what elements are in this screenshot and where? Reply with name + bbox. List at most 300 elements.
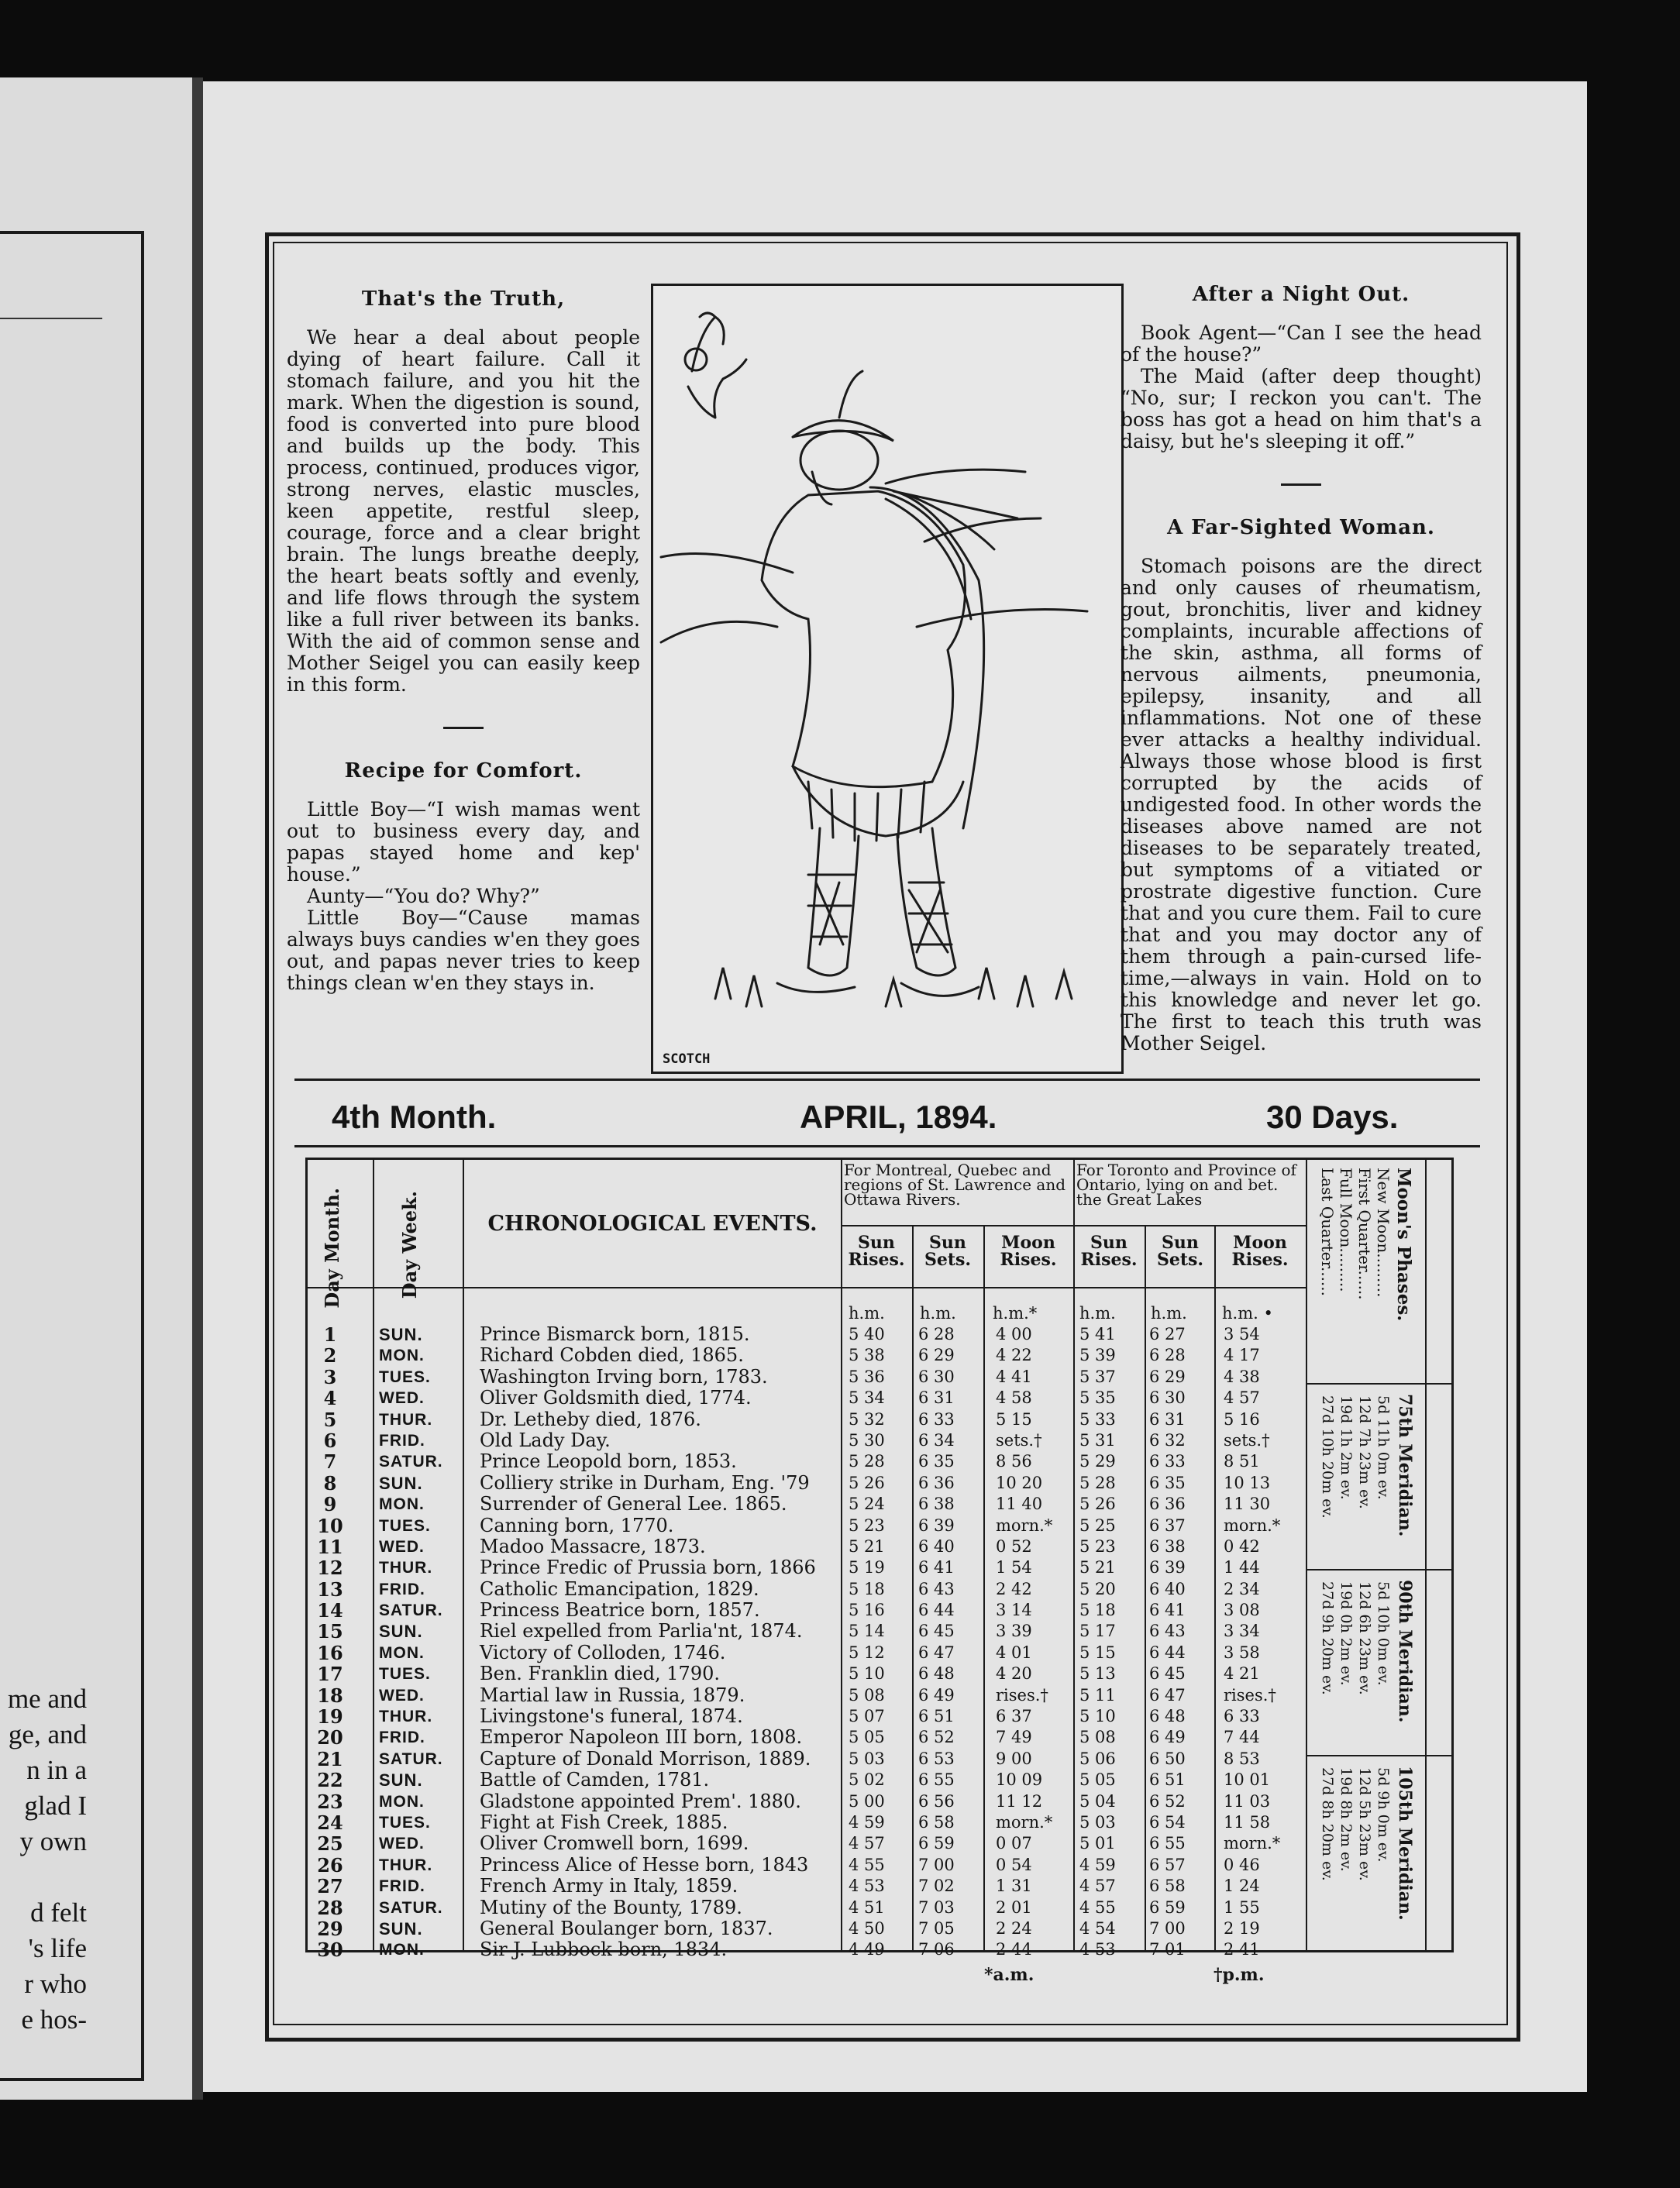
previous-page-line: e hos- <box>21 2004 87 2035</box>
toronto-sun-sets: 6 50 <box>1149 1749 1186 1768</box>
montreal-sun-sets: 7 02 <box>918 1877 955 1896</box>
montreal-sun-sets: 6 29 <box>918 1346 955 1365</box>
day-of-month: 15 <box>317 1620 343 1643</box>
toronto-moon-rises: 6 33 <box>1224 1707 1260 1726</box>
meridian-label: 90th Meridian. <box>1395 1580 1415 1723</box>
montreal-sun-sets: 6 33 <box>918 1409 955 1429</box>
day-of-month: 10 <box>317 1514 343 1537</box>
montreal-moon-rises: morn.* <box>996 1812 1053 1832</box>
toronto-sun-sets: 6 45 <box>1149 1664 1186 1684</box>
montreal-sun-rises: 5 19 <box>849 1558 885 1577</box>
montreal-sun-rises: 4 50 <box>849 1918 885 1938</box>
toronto-moon-rises: 11 03 <box>1224 1791 1271 1811</box>
montreal-sun-sets: 6 34 <box>918 1430 955 1450</box>
phase-time: 12d 7h 23m ev. <box>1356 1395 1373 1509</box>
montreal-sun-rises: 4 49 <box>849 1940 885 1959</box>
table-row <box>308 1749 1451 1770</box>
previous-page-line: y own <box>19 1826 87 1856</box>
toronto-sun-rises: 5 06 <box>1079 1749 1116 1768</box>
montreal-sun-rises: 5 38 <box>849 1346 885 1365</box>
event: Richard Cobden died, 1865. <box>480 1344 744 1367</box>
toronto-moon-rises: 11 58 <box>1224 1812 1271 1832</box>
montreal-sun-sets: 6 36 <box>918 1473 955 1492</box>
table-row <box>308 1557 1451 1578</box>
toronto-sun-rises: 5 21 <box>1079 1558 1116 1577</box>
truth-body: We hear a deal about people dying of heart failure. Call it stomach failure, and you hit the mark. When the digestion is sound, food is converted into pure blood and builds up the body. This process, continued, produces vigor, strong nerves, elastic muscles, keen appetite, restful sleep, courage, force and a clear bright brain. The lungs breathe deeply, the heart beats softly and evenly, and life flows through the system like a full river between its banks. With the aid of common sense and Mother Seigel you can easily keep in this form. <box>287 326 640 696</box>
toronto-moon-rises: morn.* <box>1224 1834 1281 1853</box>
toronto-moon-rises: 2 34 <box>1224 1579 1260 1598</box>
toronto-sun-sets: 6 57 <box>1149 1855 1186 1874</box>
separator <box>443 727 484 729</box>
montreal-moon-rises: 2 01 <box>996 1897 1032 1917</box>
day-of-month: 6 <box>323 1429 337 1452</box>
toronto-sun-rises: 5 26 <box>1079 1495 1116 1514</box>
day-of-month: 19 <box>317 1705 343 1729</box>
montreal-sun-sets: 6 40 <box>918 1536 955 1556</box>
event: Prince Leopold born, 1853. <box>480 1450 737 1473</box>
toronto-sun-rises: 5 31 <box>1079 1430 1116 1450</box>
toronto-moon-rises: 3 54 <box>1224 1325 1260 1343</box>
toronto-moon-rises: 2 19 <box>1224 1918 1260 1938</box>
event: Martial law in Russia, 1879. <box>480 1684 745 1706</box>
truth-title: That's the Truth, <box>361 287 566 311</box>
footnote-pm: †p.m. <box>1214 1965 1265 1985</box>
montreal-sun-sets: 6 44 <box>918 1601 955 1620</box>
comfort-paragraph: Aunty—“You do? Why?” <box>307 885 540 907</box>
toronto-sun-rises: 5 04 <box>1079 1791 1116 1811</box>
toronto-moon-rises: rises.† <box>1224 1685 1276 1705</box>
toronto-moon-rises: 11 30 <box>1224 1495 1271 1514</box>
meridian-label: 105th Meridian. <box>1395 1766 1415 1921</box>
toronto-sun-sets: 6 44 <box>1149 1643 1186 1662</box>
day-of-week: TUES. <box>379 1813 431 1832</box>
toronto-sun-sets: 6 58 <box>1149 1877 1186 1896</box>
table-row <box>308 1939 1451 1960</box>
event: Battle of Camden, 1781. <box>480 1769 710 1791</box>
montreal-moon-rises: 3 39 <box>996 1622 1032 1641</box>
toronto-sun-sets: 7 01 <box>1149 1940 1186 1959</box>
toronto-sun-rises: 5 05 <box>1079 1770 1116 1790</box>
phase-time: 27d 10h 20m ev. <box>1319 1395 1336 1519</box>
toronto-sun-rises: 5 17 <box>1079 1622 1116 1641</box>
day-of-month: 4 <box>323 1387 337 1410</box>
day-of-month: 14 <box>317 1599 343 1622</box>
montreal-sun-rises: 4 53 <box>849 1877 885 1896</box>
day-of-week: WED. <box>379 1389 425 1408</box>
unit-label: h.m. <box>849 1304 885 1323</box>
montreal-sun-rises: 5 28 <box>849 1452 885 1471</box>
table-row <box>308 1897 1451 1918</box>
montreal-moon-rises: 9 00 <box>996 1749 1032 1768</box>
montreal-sun-rises: 5 16 <box>849 1601 885 1620</box>
montreal-moon-rises: 4 20 <box>996 1664 1032 1684</box>
event: Oliver Goldsmith died, 1774. <box>480 1387 752 1409</box>
event: Livingstone's funeral, 1874. <box>480 1705 743 1728</box>
day-of-month: 23 <box>317 1790 343 1813</box>
montreal-sun-sets: 6 45 <box>918 1622 955 1641</box>
day-of-week: MON. <box>379 1347 425 1365</box>
montreal-sun-rises: 5 05 <box>849 1728 885 1747</box>
toronto-sun-sets: 6 28 <box>1149 1346 1186 1365</box>
day-of-week: FRID. <box>379 1729 425 1747</box>
unit-label: h.m. • <box>1222 1304 1273 1323</box>
toronto-sun-rises: 5 03 <box>1079 1812 1116 1832</box>
montreal-sun-sets: 6 35 <box>918 1452 955 1471</box>
day-week-header: Day Week. <box>398 1191 421 1299</box>
montreal-sun-rises: 5 40 <box>849 1325 885 1343</box>
day-of-week: TUES. <box>379 1368 431 1386</box>
day-of-month: 18 <box>317 1684 343 1707</box>
previous-page-line <box>0 1859 87 1895</box>
toronto-sun-sets: 6 31 <box>1149 1409 1186 1429</box>
phase-time: 27d 9h 20m ev. <box>1319 1581 1336 1695</box>
unit-label: h.m. <box>1151 1304 1187 1323</box>
unit-label: h.m. <box>920 1304 956 1323</box>
toronto-sun-rises: 5 23 <box>1079 1536 1116 1556</box>
montreal-sun-sets: 6 28 <box>918 1325 955 1343</box>
event: Riel expelled from Parlia'nt, 1874. <box>480 1620 803 1643</box>
event: Prince Fredic of Prussia born, 1866 <box>480 1557 816 1579</box>
table-row <box>308 1876 1451 1897</box>
day-of-month: 9 <box>323 1493 337 1516</box>
toronto-sun-rises: 5 13 <box>1079 1664 1116 1684</box>
comfort-paragraph: Little Boy—“Cause mamas always buys candies w'en they goes out, and papas never tries to keep things clean w'en they stays in. <box>287 907 640 994</box>
toronto-moon-rises: 0 42 <box>1224 1536 1260 1556</box>
day-of-month: 17 <box>317 1663 343 1686</box>
sun-rises-header: Sun Rises. <box>1080 1233 1138 1270</box>
previous-page-text <box>0 1681 87 2038</box>
table-row <box>308 1451 1451 1472</box>
toronto-sun-sets: 6 40 <box>1149 1579 1186 1598</box>
month-ordinal: 4th Month. <box>332 1099 497 1135</box>
phase-name: First Quarter...... <box>1355 1168 1374 1300</box>
previous-page-rule <box>0 318 102 319</box>
toronto-sun-sets: 6 43 <box>1149 1622 1186 1641</box>
day-of-week: WED. <box>379 1537 425 1556</box>
montreal-sun-rises: 5 00 <box>849 1791 885 1811</box>
montreal-moon-rises: 10 09 <box>996 1770 1043 1790</box>
toronto-sun-sets: 6 35 <box>1149 1473 1186 1492</box>
event: Emperor Napoleon III born, 1808. <box>480 1726 803 1749</box>
day-of-week: SUN. <box>379 1770 423 1791</box>
montreal-sun-sets: 6 52 <box>918 1728 955 1747</box>
toronto-sun-sets: 6 47 <box>1149 1685 1186 1705</box>
toronto-sun-sets: 6 59 <box>1149 1897 1186 1917</box>
previous-page-line: 's life <box>28 1933 87 1963</box>
montreal-sun-rises: 5 14 <box>849 1622 885 1641</box>
toronto-sun-rises: 5 33 <box>1079 1409 1116 1429</box>
day-of-month: 13 <box>317 1577 343 1601</box>
previous-page <box>0 77 192 2100</box>
montreal-moon-rises: 10 20 <box>996 1473 1043 1492</box>
day-of-week: FRID. <box>379 1431 425 1450</box>
toronto-moon-rises: sets.† <box>1224 1430 1270 1450</box>
toronto-group-header: For Toronto and Province of Ontario, lying on and bet. the Great Lakes <box>1076 1161 1296 1209</box>
montreal-sun-rises: 5 12 <box>849 1643 885 1662</box>
montreal-moon-rises: 4 58 <box>996 1388 1032 1408</box>
montreal-sun-sets: 6 41 <box>918 1558 955 1577</box>
phase-time: 19d 1h 2m ev. <box>1337 1395 1355 1500</box>
page-gutter <box>192 77 203 2100</box>
toronto-sun-sets: 6 29 <box>1149 1367 1186 1386</box>
table-row <box>308 1473 1451 1494</box>
event: General Boulanger born, 1837. <box>480 1917 773 1939</box>
event: Canning born, 1770. <box>480 1514 674 1536</box>
moon-phases-title: Moon's Phases. <box>1393 1168 1414 1322</box>
toronto-sun-sets: 6 32 <box>1149 1430 1186 1450</box>
montreal-sun-rises: 5 08 <box>849 1685 885 1705</box>
montreal-sun-rises: 5 30 <box>849 1430 885 1450</box>
header-divider <box>308 1287 1306 1288</box>
day-of-month: 25 <box>317 1832 343 1856</box>
day-of-week: SATUR. <box>379 1749 443 1768</box>
montreal-sun-sets: 7 03 <box>918 1897 955 1917</box>
event: Ben. Franklin died, 1790. <box>480 1663 720 1685</box>
toronto-sun-rises: 5 28 <box>1079 1473 1116 1492</box>
toronto-moon-rises: 7 44 <box>1224 1728 1260 1747</box>
toronto-moon-rises: 0 46 <box>1224 1855 1260 1874</box>
toronto-moon-rises: 4 21 <box>1224 1664 1260 1684</box>
toronto-sun-sets: 6 41 <box>1149 1601 1186 1620</box>
phase-time: 5d 11h 0m ev. <box>1375 1395 1392 1500</box>
table-row <box>308 1621 1451 1642</box>
toronto-sun-rises: 5 18 <box>1079 1601 1116 1620</box>
phase-time: 12d 5h 23m ev. <box>1356 1767 1373 1881</box>
table-row <box>308 1855 1451 1876</box>
montreal-sun-rises: 5 07 <box>849 1707 885 1726</box>
far-sighted-body: Stomach poisons are the direct and only causes of rheumatism, gout, bronchitis, liver and kidney complaints, incurable affections of the skin, asthma, all forms of nervous ailments, pneumonia, epilepsy, insanity, and all inflammations. Not one of these ever attacks a healthy individual. Always those whose blood is first corrupted by the acids of undigested food. In other words the diseases above named are not diseases to be separately treated, but symptoms of a vitiated or prostrate digestive function. Cure that and you cure them. Fail to cure that and you may doctor any of them through a pain-cursed life-time,—always in vain. Hold on to this knowledge and never let go. The first to teach this truth was Mother Seigel. <box>1121 555 1482 1054</box>
toronto-sun-sets: 6 51 <box>1149 1770 1186 1790</box>
toronto-sun-sets: 6 33 <box>1149 1452 1186 1471</box>
table-row <box>308 1663 1451 1684</box>
table-row <box>308 1409 1451 1430</box>
illustration-caption: SCOTCH <box>663 1051 711 1067</box>
day-of-week: FRID. <box>379 1877 425 1896</box>
toronto-sun-rises: 4 55 <box>1079 1897 1116 1917</box>
montreal-moon-rises: 4 00 <box>996 1325 1032 1343</box>
day-of-month: 28 <box>317 1896 343 1919</box>
toronto-moon-rises: 4 57 <box>1224 1388 1260 1408</box>
toronto-sun-rises: 5 35 <box>1079 1388 1116 1408</box>
event: Colliery strike in Durham, Eng. '79 <box>480 1471 810 1494</box>
event: Princess Alice of Hesse born, 1843 <box>480 1853 809 1876</box>
meridian-label: 75th Meridian. <box>1395 1394 1415 1537</box>
montreal-sun-sets: 6 58 <box>918 1812 955 1832</box>
table-row <box>308 1685 1451 1706</box>
day-of-month: 3 <box>323 1365 337 1388</box>
previous-page-line: glad I <box>24 1791 87 1821</box>
phase-names <box>1310 1168 1396 1381</box>
toronto-sun-sets: 6 36 <box>1149 1495 1186 1514</box>
montreal-moon-rises: 3 14 <box>996 1601 1032 1620</box>
toronto-sun-rises: 5 41 <box>1079 1325 1116 1343</box>
toronto-moon-rises: 2 41 <box>1224 1940 1260 1959</box>
header-divider <box>841 1225 1306 1226</box>
table-row <box>308 1727 1451 1748</box>
montreal-moon-rises: morn.* <box>996 1515 1053 1535</box>
toronto-sun-rises: 5 10 <box>1079 1707 1116 1726</box>
highlander-drawing <box>653 286 1121 1072</box>
day-of-month: 29 <box>317 1917 343 1940</box>
toronto-moon-rises: 3 08 <box>1224 1601 1260 1620</box>
day-of-month: 1 <box>323 1323 337 1346</box>
day-of-week: THUR. <box>379 1559 433 1577</box>
montreal-moon-rises: 5 15 <box>996 1409 1032 1429</box>
toronto-sun-rises: 5 20 <box>1079 1579 1116 1598</box>
month-header <box>325 1099 1434 1145</box>
event: Victory of Colloden, 1746. <box>480 1641 726 1663</box>
toronto-sun-rises: 4 54 <box>1079 1918 1116 1938</box>
toronto-moon-rises: 4 17 <box>1224 1346 1260 1365</box>
phase-name: Last Quarter...... <box>1318 1168 1337 1297</box>
toronto-sun-sets: 6 48 <box>1149 1707 1186 1726</box>
toronto-sun-rises: 4 57 <box>1079 1877 1116 1896</box>
montreal-moon-rises: 6 37 <box>996 1707 1032 1726</box>
day-of-month: 16 <box>317 1641 343 1664</box>
toronto-sun-rises: 5 11 <box>1079 1685 1116 1705</box>
montreal-sun-rises: 5 26 <box>849 1473 885 1492</box>
day-of-month: 22 <box>317 1769 343 1792</box>
toronto-sun-rises: 5 39 <box>1079 1346 1116 1365</box>
day-of-month: 30 <box>317 1939 343 1962</box>
toronto-sun-sets: 6 30 <box>1149 1388 1186 1408</box>
sun-rises-header: Sun Rises. <box>848 1233 905 1270</box>
table-row <box>308 1367 1451 1388</box>
event: Madoo Massacre, 1873. <box>480 1535 706 1557</box>
event: Dr. Letheby died, 1876. <box>480 1408 701 1430</box>
event: Mutiny of the Bounty, 1789. <box>480 1896 742 1918</box>
toronto-sun-rises: 4 59 <box>1079 1855 1116 1874</box>
day-of-week: THUR. <box>379 1410 433 1429</box>
phase-time: 19d 8h 2m ev. <box>1337 1767 1355 1872</box>
phase-name: Full Moon......... <box>1337 1168 1355 1292</box>
toronto-sun-rises: 5 15 <box>1079 1643 1116 1662</box>
left-column <box>287 288 640 994</box>
phase-name: New Moon......... <box>1374 1168 1393 1298</box>
montreal-sun-sets: 7 05 <box>918 1918 955 1938</box>
day-of-month: 8 <box>323 1471 337 1495</box>
day-of-month: 2 <box>323 1344 337 1368</box>
toronto-sun-sets: 6 55 <box>1149 1834 1186 1853</box>
toronto-sun-rises: 5 25 <box>1079 1515 1116 1535</box>
montreal-sun-sets: 6 51 <box>918 1707 955 1726</box>
phase-time: 27d 8h 20m ev. <box>1319 1767 1336 1881</box>
event: Prince Bismarck born, 1815. <box>480 1323 750 1345</box>
table-row <box>308 1643 1451 1663</box>
montreal-sun-sets: 6 31 <box>918 1388 955 1408</box>
day-of-month: 7 <box>323 1450 337 1474</box>
event: Oliver Cromwell born, 1699. <box>480 1832 749 1855</box>
montreal-moon-rises: 2 24 <box>996 1918 1032 1938</box>
table-row <box>308 1388 1451 1409</box>
montreal-moon-rises: 0 07 <box>996 1834 1032 1853</box>
night-out-paragraph: Book Agent—“Can I see the head of the house?” <box>1121 322 1482 366</box>
montreal-moon-rises: 11 40 <box>996 1495 1043 1514</box>
day-of-month: 27 <box>317 1875 343 1898</box>
toronto-moon-rises: 5 16 <box>1224 1409 1260 1429</box>
toronto-moon-rises: morn.* <box>1224 1515 1281 1535</box>
day-month-header: Day Month. <box>321 1188 343 1309</box>
night-out-title: After a Night Out. <box>1192 283 1410 306</box>
toronto-sun-sets: 6 37 <box>1149 1515 1186 1535</box>
montreal-sun-rises: 5 24 <box>849 1495 885 1514</box>
day-of-week: SUN. <box>379 1622 423 1642</box>
phase-time: 5d 9h 0m ev. <box>1375 1767 1392 1863</box>
montreal-group-header: For Montreal, Quebec and regions of St. Lawrence and Ottawa Rivers. <box>844 1161 1065 1209</box>
day-of-month: 21 <box>317 1747 343 1770</box>
day-of-week: SATUR. <box>379 1601 443 1620</box>
day-of-month: 26 <box>317 1853 343 1877</box>
montreal-sun-sets: 6 53 <box>918 1749 955 1768</box>
previous-page-line: ge, and <box>8 1719 87 1749</box>
toronto-moon-rises: 3 34 <box>1224 1622 1260 1641</box>
day-of-week: MON. <box>379 1941 425 1959</box>
day-of-week: SATUR. <box>379 1898 443 1917</box>
event: Old Lady Day. <box>480 1429 611 1451</box>
phase-time: 19d 0h 2m ev. <box>1337 1581 1355 1686</box>
scotch-illustration <box>651 284 1124 1074</box>
day-of-week: WED. <box>379 1835 425 1853</box>
previous-page-line: n in a <box>26 1755 87 1785</box>
comfort-title: Recipe for Comfort. <box>344 759 583 783</box>
toronto-moon-rises: 1 24 <box>1224 1877 1260 1896</box>
toronto-sun-rises: 4 53 <box>1079 1940 1116 1959</box>
montreal-sun-rises: 4 57 <box>849 1834 885 1853</box>
montreal-sun-rises: 4 59 <box>849 1812 885 1832</box>
montreal-moon-rises: 11 12 <box>996 1791 1043 1811</box>
day-of-month: 5 <box>323 1408 337 1431</box>
toronto-moon-rises: 3 58 <box>1224 1643 1260 1662</box>
previous-page-line: r who <box>24 1969 87 1999</box>
toronto-moon-rises: 10 13 <box>1224 1473 1271 1492</box>
montreal-moon-rises: 1 31 <box>996 1877 1032 1896</box>
far-sighted-title: A Far-Sighted Woman. <box>1167 516 1435 539</box>
section-rule <box>294 1079 1480 1081</box>
montreal-moon-rises: sets.† <box>996 1430 1042 1450</box>
montreal-sun-sets: 6 48 <box>918 1664 955 1684</box>
toronto-sun-sets: 6 52 <box>1149 1791 1186 1811</box>
table-row <box>308 1345 1451 1366</box>
event: Fight at Fish Creek, 1885. <box>480 1811 728 1833</box>
event: Washington Irving born, 1783. <box>480 1365 768 1388</box>
table-row <box>308 1812 1451 1833</box>
table-row <box>308 1494 1451 1515</box>
montreal-sun-sets: 7 00 <box>918 1855 955 1874</box>
event: Sir J. Lubbock born, 1834. <box>480 1939 728 1961</box>
unit-label: h.m. <box>1079 1304 1116 1323</box>
event: Catholic Emancipation, 1829. <box>480 1577 759 1600</box>
day-of-week: MON. <box>379 1643 425 1662</box>
table-row <box>308 1515 1451 1536</box>
day-of-week: TUES. <box>379 1516 431 1535</box>
montreal-moon-rises: 4 01 <box>996 1643 1032 1662</box>
toronto-sun-sets: 7 00 <box>1149 1918 1186 1938</box>
day-of-month: 11 <box>317 1535 343 1558</box>
montreal-moon-rises: 0 52 <box>996 1536 1032 1556</box>
events-header: CHRONOLOGICAL EVENTS. <box>487 1212 818 1236</box>
toronto-sun-rises: 5 08 <box>1079 1728 1116 1747</box>
phase-time: 12d 6h 23m ev. <box>1356 1581 1373 1695</box>
event: Surrender of General Lee. 1865. <box>480 1493 787 1515</box>
event: French Army in Italy, 1859. <box>480 1875 738 1897</box>
day-of-week: FRID. <box>379 1580 425 1598</box>
toronto-moon-rises: 8 51 <box>1224 1452 1260 1471</box>
montreal-sun-rises: 5 21 <box>849 1536 885 1556</box>
event: Princess Beatrice born, 1857. <box>480 1599 760 1622</box>
montreal-moon-rises: 2 44 <box>996 1940 1032 1959</box>
toronto-sun-sets: 6 27 <box>1149 1325 1186 1343</box>
month-days: 30 Days. <box>1266 1099 1399 1135</box>
